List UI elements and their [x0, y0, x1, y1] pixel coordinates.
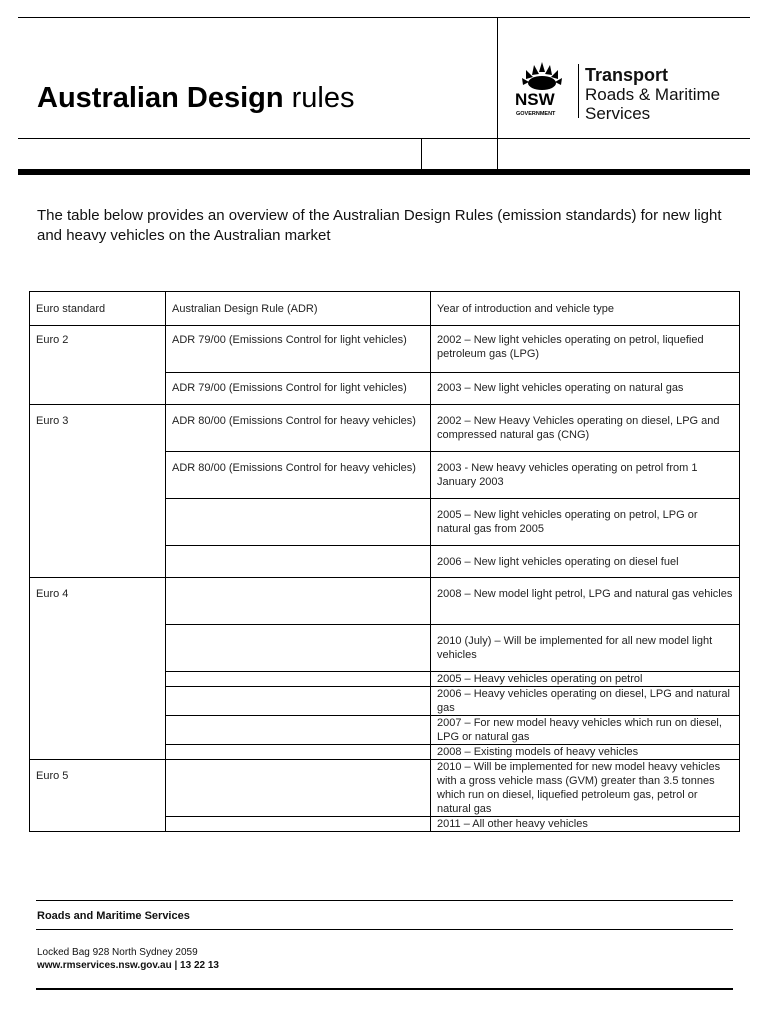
header-thick-rule	[18, 169, 750, 175]
intro-paragraph: The table below provides an overview of the Australian Design Rules (emission standards) for new light and heavy vehicles on the Australian market	[37, 207, 722, 244]
euro-2-cell: Euro 2	[30, 326, 166, 405]
year-cell: 2002 – New Heavy Vehicles operating on diesel, LPG and compressed natural gas (CNG)	[431, 405, 740, 452]
logo-line-services: Services	[585, 104, 651, 123]
header-year-type: Year of introduction and vehicle type	[431, 292, 740, 326]
table-row	[30, 405, 740, 452]
adr-cell	[166, 760, 431, 817]
footer-mid-rule	[36, 929, 733, 930]
logo-separator	[578, 64, 579, 118]
logo-nsw-text: NSW	[515, 90, 555, 109]
year-cell: 2007 – For new model heavy vehicles which run on diesel, LPG or natural gas	[431, 716, 740, 745]
adr-cell	[166, 745, 431, 760]
table-header-row	[30, 292, 740, 326]
footer-web-phone: www.rmservices.nsw.gov.au | 13 22 13	[37, 960, 219, 971]
adr-cell	[166, 625, 431, 672]
header-top-rule	[18, 17, 750, 18]
year-cell: 2002 – New light vehicles operating on petrol, liquefied petroleum gas (LPG)	[431, 326, 740, 373]
year-cell: 2010 (July) – Will be implemented for all new model light vehicles	[431, 625, 740, 672]
footer-address-block	[37, 946, 219, 972]
adr-cell	[166, 672, 431, 687]
logo-line-roads-maritime: Roads & Maritime	[585, 85, 721, 104]
footer-top-rule	[36, 900, 733, 901]
adr-cell	[166, 817, 431, 832]
page-title-light: rules	[291, 82, 355, 114]
adr-cell: ADR 80/00 (Emissions Control for heavy vehicles)	[166, 452, 431, 499]
year-cell: 2003 - New heavy vehicles operating on petrol from 1 January 2003	[431, 452, 740, 499]
adr-cell: ADR 79/00 (Emissions Control for light vehicles)	[166, 373, 431, 405]
footer-bottom-rule	[36, 988, 733, 990]
adr-cell	[166, 546, 431, 578]
adr-cell	[166, 578, 431, 625]
header-adr: Australian Design Rule (ADR)	[166, 292, 431, 326]
table-row	[30, 326, 740, 373]
euro-4-cell: Euro 4	[30, 578, 166, 760]
nsw-waratah-logo	[514, 60, 574, 120]
year-cell: 2003 – New light vehicles operating on natural gas	[431, 373, 740, 405]
header-euro-standard: Euro standard	[30, 292, 166, 326]
euro-3-cell: Euro 3	[30, 405, 166, 578]
euro-5-cell: Euro 5	[30, 760, 166, 832]
year-cell: 2011 – All other heavy vehicles	[431, 817, 740, 832]
adr-cell: ADR 80/00 (Emissions Control for heavy vehicles)	[166, 405, 431, 452]
header-divider	[497, 17, 498, 169]
adr-table	[29, 291, 740, 832]
header-mid-rule	[18, 138, 750, 139]
table-row	[30, 760, 740, 817]
table-row	[30, 578, 740, 625]
adr-cell	[166, 687, 431, 716]
year-cell: 2006 – Heavy vehicles operating on diesel, LPG and natural gas	[431, 687, 740, 716]
year-cell: 2005 – New light vehicles operating on petrol, LPG or natural gas from 2005	[431, 499, 740, 546]
logo-line-transport: Transport	[585, 65, 669, 85]
adr-cell	[166, 716, 431, 745]
footer-address: Locked Bag 928 North Sydney 2059	[37, 947, 198, 958]
year-cell: 2010 – Will be implemented for new model heavy vehicles with a gross vehicle mass (GVM) greater than 3.5 tonnes which run on diesel, liquefied petroleum gas, petrol or natural gas	[431, 760, 740, 817]
year-cell: 2008 – Existing models of heavy vehicles	[431, 745, 740, 760]
adr-cell: ADR 79/00 (Emissions Control for light vehicles)	[166, 326, 431, 373]
header-small-divider	[421, 138, 422, 169]
year-cell: 2006 – New light vehicles operating on diesel fuel	[431, 546, 740, 578]
logo-government-text: GOVERNMENT	[516, 111, 556, 117]
footer-org-name: Roads and Maritime Services	[37, 910, 190, 922]
page-title	[37, 82, 354, 115]
year-cell: 2008 – New model light petrol, LPG and natural gas vehicles	[431, 578, 740, 625]
adr-cell	[166, 499, 431, 546]
logo-wordmark	[585, 65, 720, 123]
year-cell: 2005 – Heavy vehicles operating on petrol	[431, 672, 740, 687]
page-title-bold: Australian Design	[37, 82, 284, 114]
